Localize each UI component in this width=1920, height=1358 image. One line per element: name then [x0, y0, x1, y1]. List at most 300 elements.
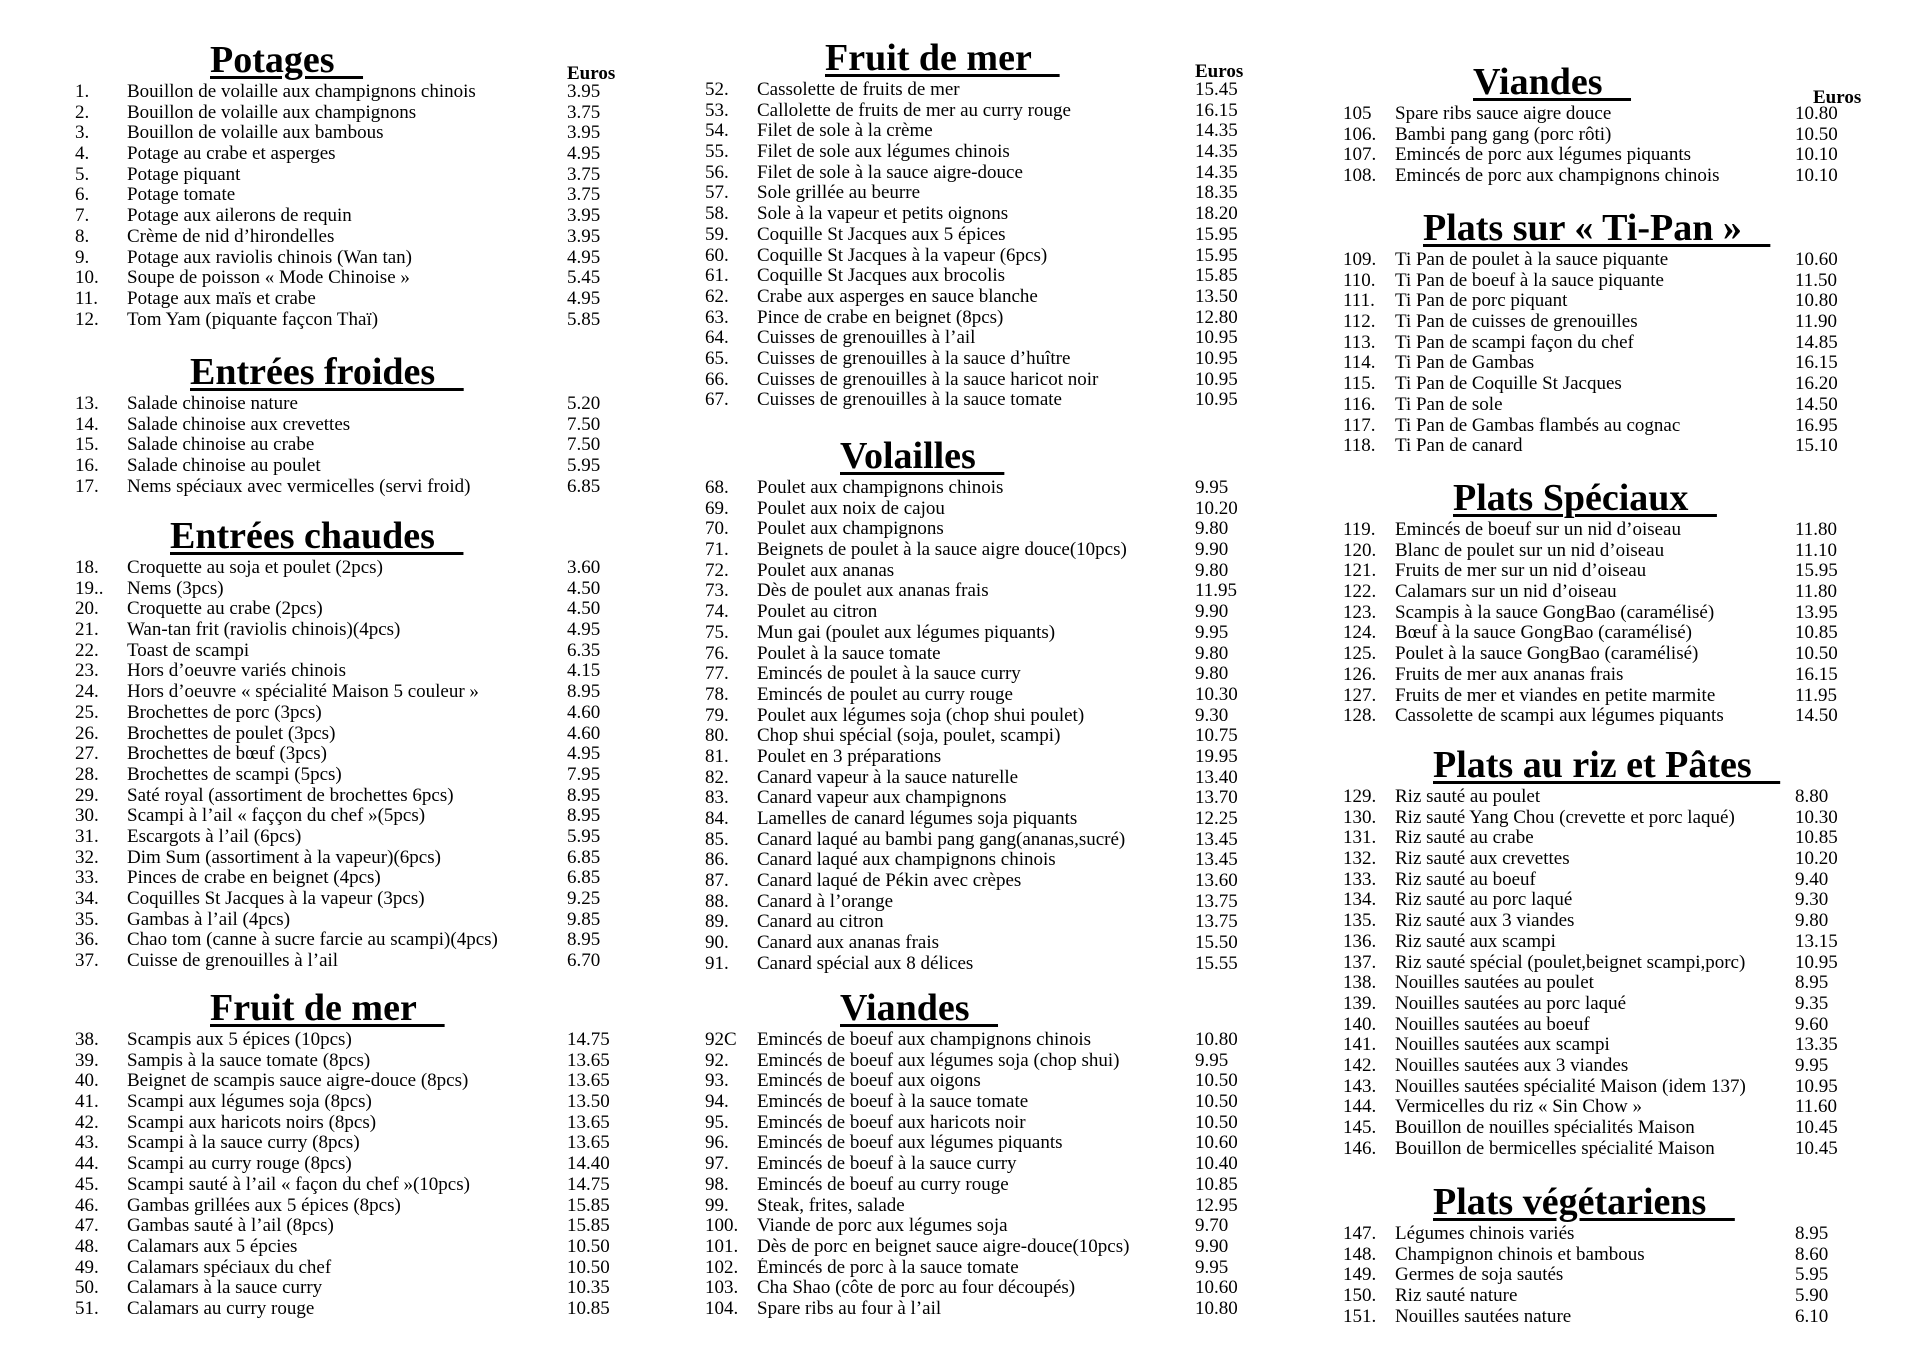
- item-number: 121.: [1343, 560, 1377, 582]
- menu-item-list: [1343, 104, 1903, 187]
- menu-item: [75, 806, 635, 827]
- item-number: 107.: [1343, 144, 1377, 166]
- item-number: 59.: [705, 223, 729, 245]
- item-price: 9.30: [1795, 889, 1829, 911]
- item-price: 10.50: [1195, 1070, 1238, 1092]
- item-price: 9.70: [1195, 1215, 1229, 1237]
- item-name: Nems (3pcs): [127, 578, 224, 599]
- menu-item: [75, 206, 635, 227]
- item-name: Riz sauté aux crevettes: [1395, 849, 1570, 870]
- section-title: Fruit de mer: [210, 987, 445, 1029]
- item-number: 43.: [75, 1132, 99, 1154]
- item-name: Scampi sauté à l’ail « façon du chef »(10pcs): [127, 1174, 470, 1195]
- item-price: 3.95: [567, 225, 601, 247]
- menu-item: [75, 1237, 635, 1258]
- item-name: Hors d’oeuvre variés chinois: [127, 661, 346, 682]
- item-number: 26.: [75, 722, 99, 744]
- item-price: 12.95: [1195, 1194, 1238, 1216]
- item-number: 72.: [705, 559, 729, 581]
- item-number: 49.: [75, 1256, 99, 1278]
- item-name: Fruits de mer et viandes en petite marmite: [1395, 685, 1716, 706]
- menu-item: [75, 435, 635, 456]
- item-price: 15.95: [1795, 560, 1838, 582]
- item-name: Scampi aux légumes soja (8pcs): [127, 1092, 372, 1113]
- item-price: 4.60: [567, 701, 601, 723]
- item-name: Bouillon de nouilles spécialités Maison: [1395, 1118, 1695, 1138]
- item-name: Dès de poulet aux ananas frais: [757, 581, 989, 602]
- item-number: 24.: [75, 681, 99, 703]
- item-price: 10.95: [1195, 368, 1238, 390]
- menu-item: [705, 266, 1285, 287]
- menu-item: [1343, 166, 1903, 187]
- menu-item: [1343, 890, 1903, 911]
- item-price: 11.50: [1795, 269, 1838, 291]
- item-name: Canard vapeur à la sauce naturelle: [757, 767, 1019, 788]
- menu-item: [705, 1258, 1285, 1279]
- menu-item: [1343, 1286, 1903, 1307]
- item-price: 10.95: [1795, 951, 1838, 973]
- item-name: Emincés de boeuf aux champignons chinois: [757, 1030, 1092, 1050]
- item-number: 92C: [705, 1029, 737, 1050]
- item-number: 73.: [705, 580, 729, 602]
- item-name: Hors d’oeuvre « spécialité Maison 5 couleur »: [127, 682, 479, 703]
- item-number: 70.: [705, 518, 729, 540]
- item-price: 10.50: [1795, 123, 1838, 145]
- item-number: 22.: [75, 639, 99, 661]
- item-name: Bouillon de volaille aux bambous: [127, 123, 384, 144]
- item-number: 85.: [705, 828, 729, 850]
- item-name: Dim Sum (assortiment à la vapeur)(6pcs): [127, 847, 441, 868]
- item-price: 10.20: [1795, 848, 1838, 870]
- item-price: 10.95: [1795, 1075, 1838, 1097]
- item-number: 105: [1343, 103, 1372, 124]
- item-price: 4.95: [567, 619, 601, 641]
- item-price: 3.95: [567, 205, 601, 227]
- item-name: Tom Yam (piquante façcon Thaï): [127, 309, 379, 330]
- section-volailles: [705, 436, 1285, 975]
- item-name: Riz sauté au poulet: [1395, 787, 1541, 807]
- section-title: Plats végétariens: [1433, 1181, 1735, 1223]
- menu-item: [705, 1133, 1285, 1154]
- menu-item: [705, 349, 1285, 370]
- menu-item-list: [75, 82, 635, 330]
- item-price: 5.45: [567, 267, 601, 289]
- menu-item-list: [1343, 520, 1903, 727]
- item-name: Canard vapeur aux champignons: [757, 788, 1007, 809]
- item-number: 140.: [1343, 1013, 1377, 1035]
- item-number: 131.: [1343, 827, 1377, 849]
- item-price: 11.90: [1795, 311, 1838, 333]
- item-price: 3.75: [567, 184, 601, 206]
- menu-item: [75, 103, 635, 124]
- item-price: 16.95: [1795, 414, 1838, 436]
- item-number: 130.: [1343, 806, 1377, 828]
- menu-item: [705, 602, 1285, 623]
- menu-item: [75, 661, 635, 682]
- item-price: 4.50: [567, 598, 601, 620]
- menu-item: [75, 477, 635, 498]
- menu-item: [1343, 932, 1903, 953]
- menu-item: [75, 848, 635, 869]
- item-name: Scampis à la sauce GongBao (caramélisé): [1395, 602, 1715, 623]
- item-name: Crème de nid d’hirondelles: [127, 226, 335, 247]
- section-title: Potages: [210, 39, 364, 81]
- item-name: Scampis aux 5 épices (10pcs): [127, 1030, 352, 1050]
- item-name: Poulet à la sauce GongBao (caramélisé): [1395, 644, 1699, 665]
- item-number: 88.: [705, 890, 729, 912]
- item-price: 11.80: [1795, 519, 1838, 540]
- item-name: Ti Pan de Gambas flambés au cognac: [1395, 415, 1681, 436]
- section-entrees-froides: [75, 352, 635, 497]
- menu-item: [75, 558, 635, 579]
- item-number: 23.: [75, 660, 99, 682]
- item-number: 83.: [705, 787, 729, 809]
- item-name: Spare ribs au four à l’ail: [757, 1298, 942, 1319]
- item-price: 14.50: [1795, 393, 1838, 415]
- menu-item: [75, 1071, 635, 1092]
- item-number: 138.: [1343, 972, 1377, 994]
- menu-item: [75, 910, 635, 931]
- item-number: 75.: [705, 621, 729, 643]
- item-name: Escargots à l’ail (6pcs): [127, 826, 302, 847]
- item-name: Canard aux ananas frais: [757, 933, 940, 954]
- menu-item: [75, 724, 635, 745]
- menu-item: [705, 954, 1285, 975]
- menu-item: [705, 561, 1285, 582]
- item-number: 117.: [1343, 414, 1376, 436]
- item-number: 127.: [1343, 684, 1377, 706]
- section-fruit-de-mer: [75, 988, 635, 1320]
- item-name: Potage aux maïs et crabe: [127, 288, 316, 309]
- item-number: 61.: [705, 265, 729, 287]
- menu-item: [1343, 849, 1903, 870]
- item-name: Brochettes de porc (3pcs): [127, 702, 322, 723]
- item-name: Nouilles sautées aux scampi: [1395, 1035, 1610, 1056]
- item-number: 19..: [75, 577, 104, 599]
- item-number: 115.: [1343, 373, 1376, 395]
- item-number: 56.: [705, 161, 729, 183]
- item-price: 13.35: [1795, 1034, 1838, 1056]
- item-price: 15.95: [1195, 244, 1238, 266]
- menu-item: [1343, 374, 1903, 395]
- item-name: Mun gai (poulet aux légumes piquants): [757, 622, 1056, 643]
- item-price: 13.65: [567, 1070, 610, 1092]
- menu-item: [1343, 973, 1903, 994]
- item-number: 60.: [705, 244, 729, 266]
- menu-item: [705, 1113, 1285, 1134]
- item-price: 13.50: [1195, 285, 1238, 307]
- menu-item: [705, 830, 1285, 851]
- item-price: 8.95: [567, 929, 601, 951]
- item-number: 7.: [75, 205, 90, 227]
- item-name: Poulet à la sauce tomate: [757, 643, 941, 664]
- item-number: 142.: [1343, 1054, 1377, 1076]
- item-number: 16.: [75, 455, 99, 477]
- item-number: 50.: [75, 1277, 99, 1299]
- item-name: Ti Pan de poulet à la sauce piquante: [1395, 250, 1669, 270]
- item-name: Poulet aux champignons chinois: [757, 478, 1004, 498]
- menu-item: [705, 623, 1285, 644]
- item-number: 76.: [705, 642, 729, 664]
- item-name: Riz sauté spécial (poulet,beignet scampi,porc): [1395, 952, 1746, 973]
- item-price: 10.50: [1195, 1091, 1238, 1113]
- item-name: Salade chinoise nature: [127, 394, 298, 414]
- item-number: 1.: [75, 81, 90, 102]
- menu-item: [75, 289, 635, 310]
- item-price: 13.65: [567, 1049, 610, 1071]
- item-name: Emincés de poulet à la sauce curry: [757, 664, 1021, 685]
- item-price: 9.40: [1795, 868, 1829, 890]
- menu-item: [75, 703, 635, 724]
- menu-item: [705, 1030, 1285, 1051]
- item-price: 13.45: [1195, 849, 1238, 871]
- item-name: Canard laqué aux champignons chinois: [757, 850, 1056, 871]
- item-number: 109.: [1343, 249, 1377, 270]
- euros-header: Euros: [1195, 61, 1244, 82]
- menu-item: [705, 308, 1285, 329]
- menu-item: [705, 1175, 1285, 1196]
- item-name: Dès de porc en beignet sauce aigre-douce(10pcs): [757, 1236, 1130, 1257]
- item-name: Gambas grillées aux 5 épices (8pcs): [127, 1195, 401, 1216]
- item-number: 95.: [705, 1111, 729, 1133]
- item-price: 10.85: [1195, 1173, 1238, 1195]
- item-price: 8.95: [1795, 972, 1829, 994]
- section-plats-sur-ti-pan: [1343, 208, 1903, 457]
- item-name: Nouilles sautées au poulet: [1395, 973, 1594, 994]
- menu-item: [75, 579, 635, 600]
- item-number: 93.: [705, 1070, 729, 1092]
- item-number: 40.: [75, 1070, 99, 1092]
- item-price: 8.95: [1795, 1223, 1829, 1244]
- item-price: 13.65: [567, 1111, 610, 1133]
- section-title: Entrées froides: [190, 351, 464, 393]
- item-number: 133.: [1343, 868, 1377, 890]
- menu-item-list: [1343, 787, 1903, 1159]
- item-number: 139.: [1343, 992, 1377, 1014]
- item-name: Soupe de poisson « Mode Chinoise »: [127, 268, 410, 289]
- item-number: 63.: [705, 306, 729, 328]
- item-number: 31.: [75, 825, 99, 847]
- item-name: Ti Pan de canard: [1395, 436, 1523, 457]
- item-price: 10.85: [1795, 827, 1838, 849]
- item-name: Potage tomate: [127, 185, 236, 206]
- item-name: Scampi à la sauce curry (8pcs): [127, 1133, 360, 1154]
- item-name: Scampi à l’ail « faççon du chef »(5pcs): [127, 806, 426, 827]
- item-name: Cuisses de grenouilles à l’ail: [757, 328, 976, 349]
- item-number: 39.: [75, 1049, 99, 1071]
- item-price: 10.50: [1195, 1111, 1238, 1133]
- item-price: 10.95: [1195, 389, 1238, 411]
- menu-item: [705, 747, 1285, 768]
- item-number: 44.: [75, 1153, 99, 1175]
- item-number: 124.: [1343, 622, 1377, 644]
- item-name: Cha Shao (côte de porc au four découpés): [757, 1278, 1076, 1299]
- item-price: 10.85: [1795, 622, 1838, 644]
- item-number: 30.: [75, 805, 99, 827]
- item-price: 18.35: [1195, 182, 1238, 204]
- item-name: Potage au crabe et asperges: [127, 144, 336, 165]
- item-name: Nouilles sautées spécialité Maison (idem 137): [1395, 1076, 1746, 1097]
- item-name: Riz sauté au boeuf: [1395, 869, 1536, 890]
- item-price: 14.75: [567, 1173, 610, 1195]
- item-number: 103.: [705, 1277, 739, 1299]
- item-price: 10.50: [567, 1256, 610, 1278]
- item-name: Bouillon de volaille aux champignons chinois: [127, 82, 476, 102]
- item-name: Ti Pan de Gambas: [1395, 353, 1535, 374]
- menu-item: [75, 1196, 635, 1217]
- item-name: Riz sauté au crabe: [1395, 828, 1534, 849]
- menu-item: [705, 370, 1285, 391]
- menu-item: [705, 1299, 1285, 1320]
- item-number: 145.: [1343, 1117, 1377, 1138]
- item-name: Lamelles de canard légumes soja piquants: [757, 809, 1078, 829]
- item-name: Canard au citron: [757, 912, 884, 933]
- menu-item: [705, 478, 1285, 499]
- item-name: Wan-tan frit (raviolis chinois)(4pcs): [127, 620, 401, 641]
- item-name: Calamars spéciaux du chef: [127, 1257, 332, 1278]
- item-price: 9.80: [1195, 559, 1229, 581]
- item-number: 112.: [1343, 311, 1376, 333]
- menu-item: [75, 620, 635, 641]
- item-price: 9.80: [1195, 663, 1229, 685]
- item-name: Poulet au citron: [757, 602, 878, 623]
- item-number: 17.: [75, 475, 99, 497]
- menu-item: [75, 599, 635, 620]
- item-price: 10.60: [1195, 1277, 1238, 1299]
- menu-item: [1343, 312, 1903, 333]
- item-name: Pinces de crabe en beignet (4pcs): [127, 868, 381, 889]
- item-price: 6.85: [567, 867, 601, 889]
- item-name: Emincés de porc aux légumes piquants: [1395, 145, 1692, 166]
- menu-item: [75, 1154, 635, 1175]
- section-title: Fruit de mer: [825, 37, 1060, 79]
- item-number: 51.: [75, 1297, 99, 1319]
- item-number: 11.: [75, 287, 99, 309]
- item-price: 16.20: [1795, 373, 1838, 395]
- item-name: Nouilles sautées nature: [1395, 1306, 1572, 1327]
- item-name: Calamars sur un nid d’oiseau: [1395, 582, 1617, 603]
- menu-item: [1343, 644, 1903, 665]
- menu-item: [705, 809, 1285, 830]
- item-name: Coquilles St Jacques à la vapeur (3pcs): [127, 889, 425, 909]
- item-price: 15.95: [1195, 223, 1238, 245]
- menu-item: [1343, 561, 1903, 582]
- menu-item: [705, 540, 1285, 561]
- item-price: 4.95: [567, 246, 601, 268]
- item-price: 10.80: [1195, 1297, 1238, 1319]
- item-number: 34.: [75, 888, 99, 909]
- item-number: 100.: [705, 1215, 739, 1237]
- item-price: 16.15: [1795, 352, 1838, 374]
- menu-item: [705, 390, 1285, 411]
- menu-item: [75, 123, 635, 144]
- item-price: 10.50: [567, 1235, 610, 1257]
- item-name: Chop shui spécial (soja, poulet, scampi): [757, 726, 1061, 747]
- item-number: 53.: [705, 99, 729, 121]
- item-name: Sampis à la sauce tomate (8pcs): [127, 1050, 371, 1071]
- item-name: Riz sauté Yang Chou (crevette et porc laqué): [1395, 807, 1735, 828]
- item-price: 10.20: [1195, 497, 1238, 519]
- item-number: 116.: [1343, 393, 1376, 415]
- item-price: 6.85: [567, 846, 601, 868]
- item-price: 4.50: [567, 577, 601, 599]
- menu-item: [705, 768, 1285, 789]
- item-number: 98.: [705, 1173, 729, 1195]
- menu-item: [705, 204, 1285, 225]
- item-price: 8.60: [1795, 1243, 1829, 1265]
- item-price: 15.45: [1195, 79, 1238, 100]
- item-price: 5.85: [567, 308, 601, 330]
- item-price: 9.80: [1195, 518, 1229, 540]
- menu-item: [705, 1216, 1285, 1237]
- item-number: 12.: [75, 308, 99, 330]
- menu-item: [1343, 250, 1903, 271]
- section-entrees-chaudes: [75, 516, 635, 972]
- item-number: 99.: [705, 1194, 729, 1216]
- menu-item: [705, 163, 1285, 184]
- item-price: 14.35: [1195, 120, 1238, 142]
- item-name: Gambas sauté à l’ail (8pcs): [127, 1216, 334, 1237]
- menu-item-list: [1343, 1224, 1903, 1327]
- item-name: Poulet aux légumes soja (chop shui poulet): [757, 705, 1085, 726]
- item-number: 52.: [705, 79, 729, 100]
- menu-item: [1343, 1118, 1903, 1139]
- item-price: 9.95: [1795, 1054, 1829, 1076]
- item-number: 137.: [1343, 951, 1377, 973]
- item-price: 14.85: [1795, 331, 1838, 353]
- item-number: 48.: [75, 1235, 99, 1257]
- item-number: 27.: [75, 743, 99, 765]
- item-price: 8.95: [567, 805, 601, 827]
- menu-item: [1343, 953, 1903, 974]
- item-number: 136.: [1343, 930, 1377, 952]
- item-number: 126.: [1343, 663, 1377, 685]
- item-number: 102.: [705, 1256, 739, 1278]
- item-number: 65.: [705, 347, 729, 369]
- item-name: Brochettes de scampi (5pcs): [127, 764, 342, 785]
- menu-item: [705, 664, 1285, 685]
- item-number: 118.: [1343, 435, 1376, 457]
- item-price: 4.60: [567, 722, 601, 744]
- item-number: 90.: [705, 932, 729, 954]
- menu-item: [1343, 416, 1903, 437]
- item-number: 57.: [705, 182, 729, 204]
- item-price: 16.15: [1195, 99, 1238, 121]
- item-price: 10.60: [1195, 1132, 1238, 1154]
- menu-item: [705, 328, 1285, 349]
- item-name: Cuisses de grenouilles à la sauce haricot noir: [757, 369, 1099, 390]
- menu-item: [75, 1299, 635, 1320]
- item-price: 14.35: [1195, 161, 1238, 183]
- item-price: 9.60: [1795, 1013, 1829, 1035]
- item-name: Brochettes de poulet (3pcs): [127, 723, 336, 744]
- item-name: Ti Pan de scampi façon du chef: [1395, 332, 1634, 353]
- item-name: Bœuf à la sauce GongBao (caramélisé): [1395, 623, 1693, 644]
- item-name: Ti Pan de sole: [1395, 394, 1503, 415]
- menu-item: [1343, 1224, 1903, 1245]
- euros-header: Euros: [567, 63, 616, 84]
- item-price: 13.50: [567, 1091, 610, 1113]
- menu-item: [1343, 291, 1903, 312]
- item-number: 66.: [705, 368, 729, 390]
- menu-item: [75, 1216, 635, 1237]
- menu-item: [1343, 1139, 1903, 1160]
- item-number: 128.: [1343, 705, 1377, 727]
- item-number: 96.: [705, 1132, 729, 1154]
- menu-item: [705, 519, 1285, 540]
- item-price: 4.15: [567, 660, 601, 682]
- menu-item-list: [705, 1030, 1285, 1320]
